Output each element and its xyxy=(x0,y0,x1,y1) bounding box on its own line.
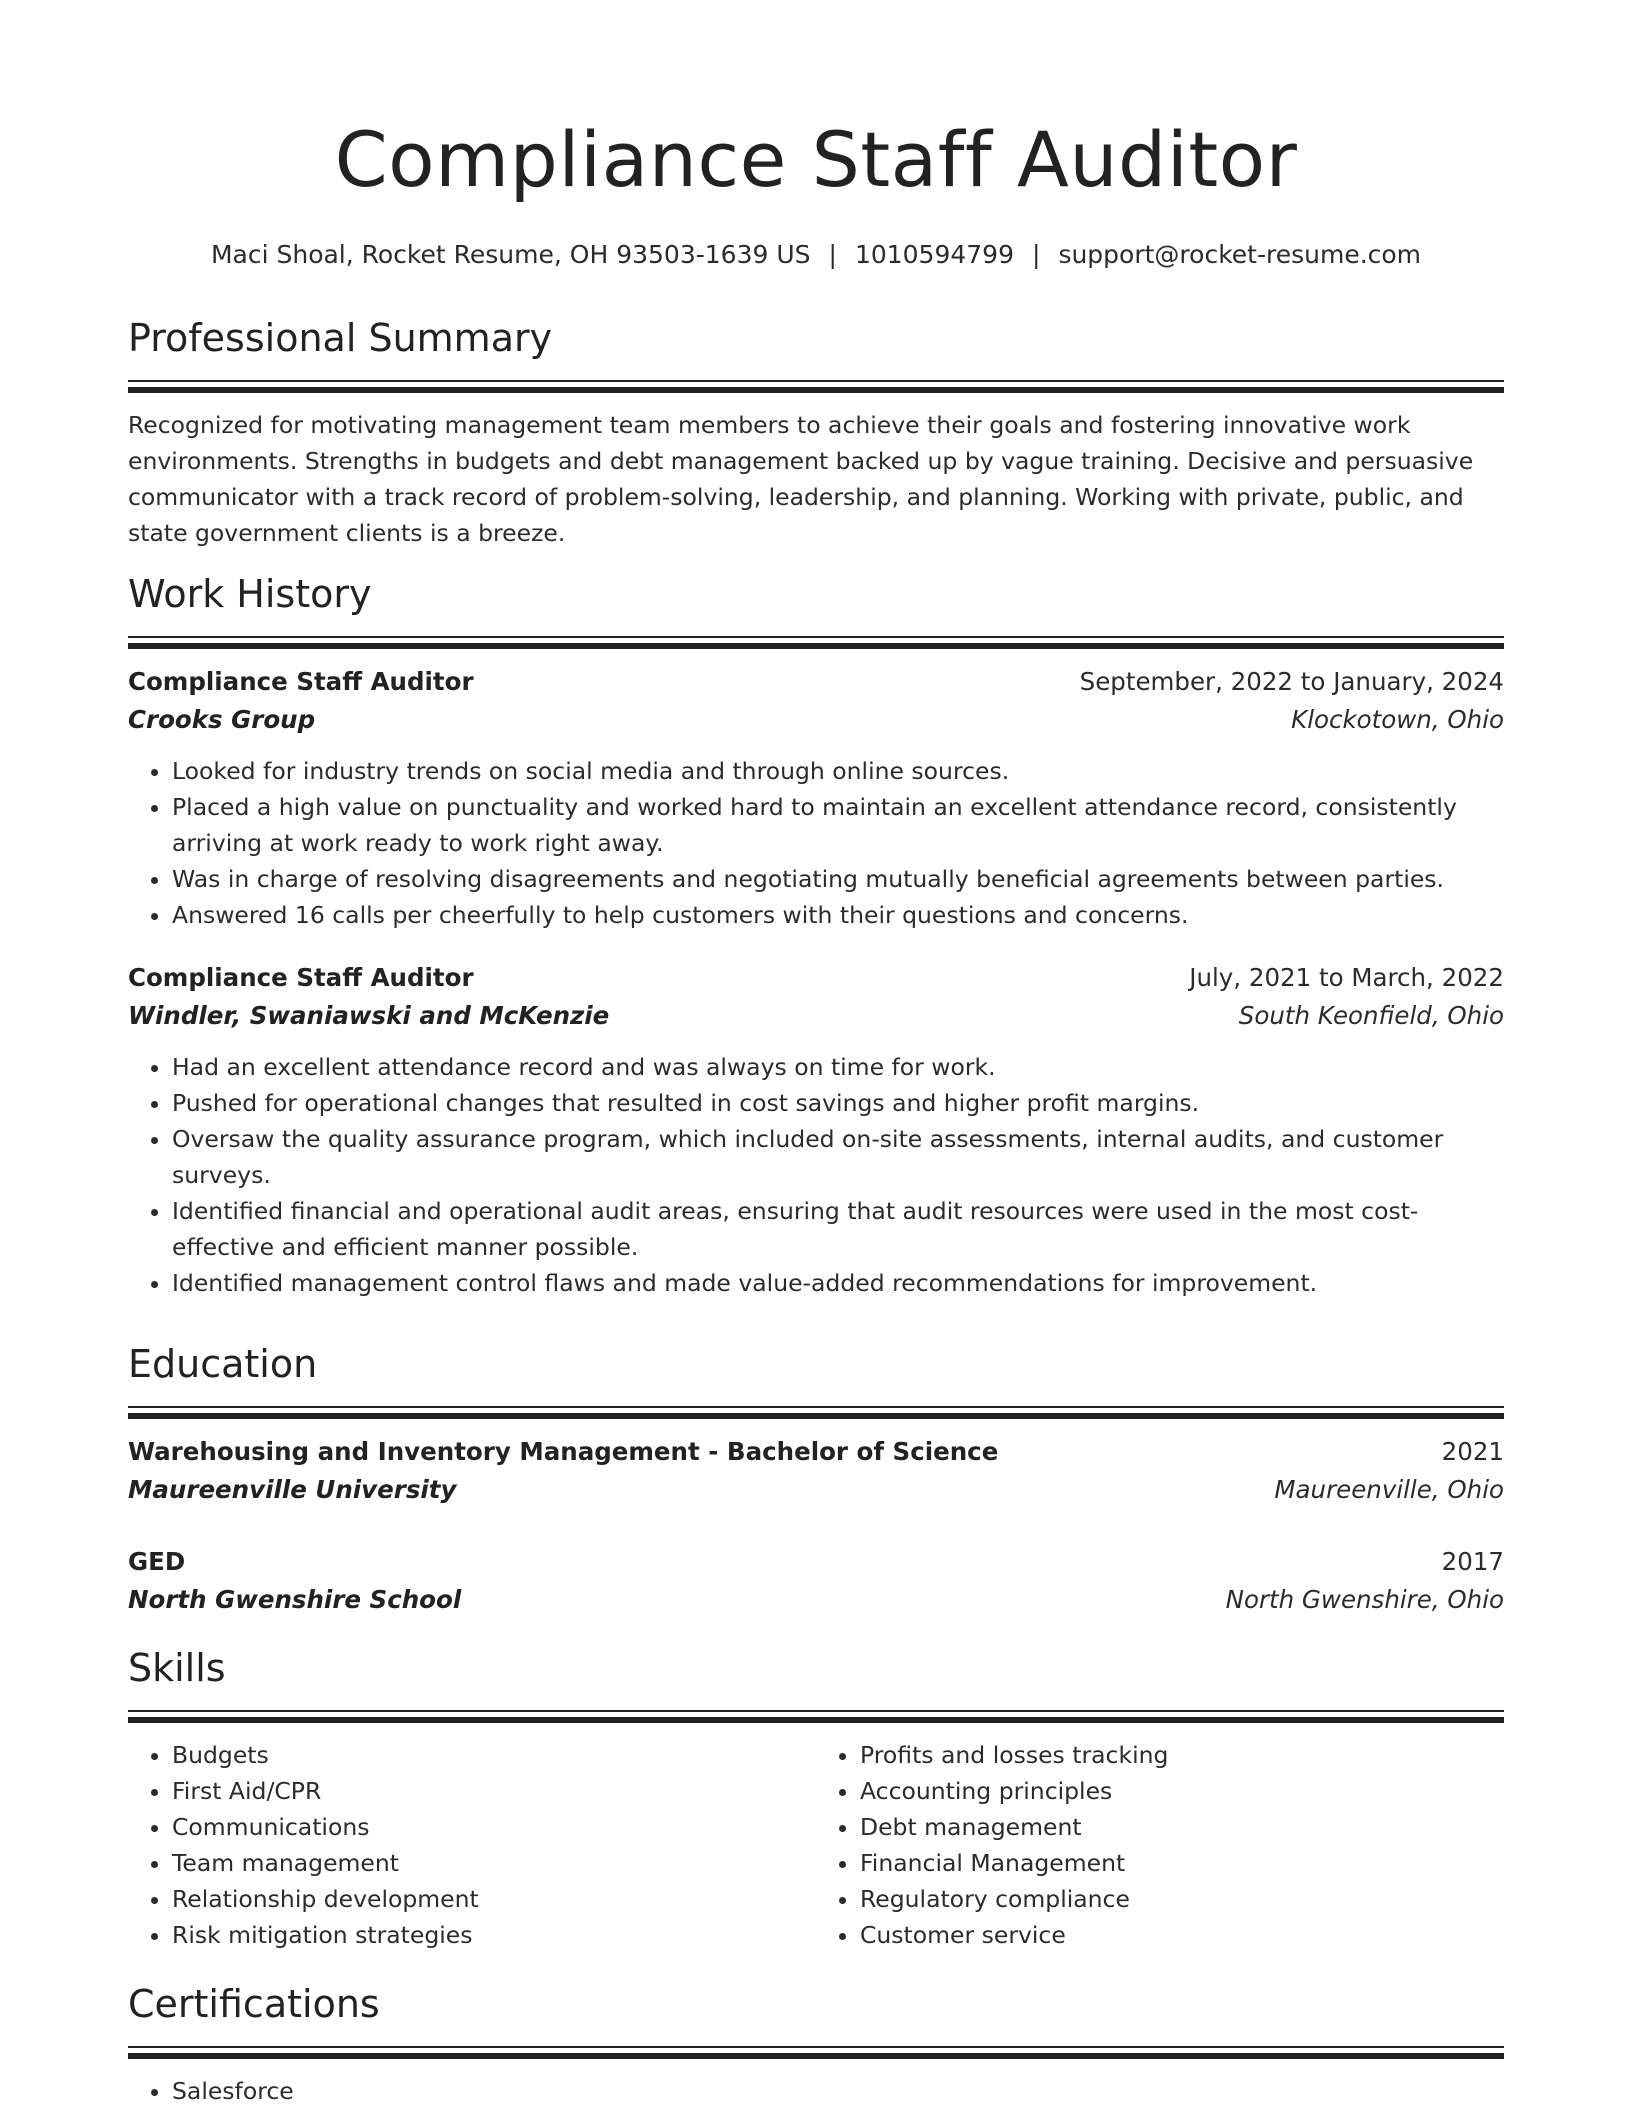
certifications-list xyxy=(128,2073,1504,2109)
school-location: Maureenville, Ohio xyxy=(1274,1474,1504,1504)
section-divider-thick xyxy=(128,643,1504,649)
skills-list-left xyxy=(128,1737,816,1953)
job-dates: September, 2022 to January, 2024 xyxy=(1079,666,1504,696)
section-heading: Skills xyxy=(128,1646,226,1690)
job-company: Crooks Group xyxy=(128,704,316,734)
list-item: • Placed a high value on punctuality and worked hard to maintain an excellent attendance record, consistently arriving at work ready to work right away. xyxy=(172,789,1504,861)
list-item: • First Aid/CPR xyxy=(172,1773,816,1809)
list-item: • Identified management control flaws and made value-added recommendations for improvement. xyxy=(172,1265,1504,1301)
section-divider-thick xyxy=(128,1717,1504,1723)
section-divider xyxy=(128,1710,1504,1712)
list-item: • Accounting principles xyxy=(860,1773,1504,1809)
job-header xyxy=(128,663,1504,701)
degree: GED xyxy=(128,1546,186,1576)
job-bullets xyxy=(128,753,1504,933)
education-header xyxy=(128,1543,1504,1581)
list-item: • Relationship development xyxy=(172,1881,816,1917)
list-item: • Communications xyxy=(172,1809,816,1845)
contact-address: Maci Shoal, Rocket Resume, OH 93503-1639 US xyxy=(210,240,811,269)
section-heading: Work History xyxy=(128,572,372,616)
job-company: Windler, Swaniawski and McKenzie xyxy=(128,1000,610,1030)
job-bullets xyxy=(128,1049,1504,1301)
skills-section xyxy=(128,1646,1504,1953)
list-item: • Had an excellent attendance record and was always on time for work. xyxy=(172,1049,1504,1085)
job-entry xyxy=(128,663,1504,933)
skills-list-right xyxy=(816,1737,1504,1953)
section-divider-thick xyxy=(128,387,1504,393)
section-divider xyxy=(128,636,1504,638)
school-location: North Gwenshire, Ohio xyxy=(1225,1584,1504,1614)
job-subheader xyxy=(128,701,1504,739)
education-entry xyxy=(128,1433,1504,1509)
school-name: Maureenville University xyxy=(128,1474,457,1504)
list-item: • Financial Management xyxy=(860,1845,1504,1881)
education-subheader xyxy=(128,1471,1504,1509)
job-location: South Keonfield, Ohio xyxy=(1238,1000,1504,1030)
job-subheader xyxy=(128,997,1504,1035)
list-item: • Team management xyxy=(172,1845,816,1881)
summary-text: Recognized for motivating management team members to achieve their goals and fostering innovative work environments. Strengths in budgets and debt management backed up by vague training. Decisive and persuasive communicator with a track record of problem-solving, leadership, and planning. Working with private, public, and state government clients is a breeze. xyxy=(128,410,1474,547)
list-item: • Risk mitigation strategies xyxy=(172,1917,816,1953)
education-subheader xyxy=(128,1581,1504,1619)
skills-columns xyxy=(128,1737,1504,1953)
section-heading: Certifications xyxy=(128,1982,380,2026)
section-divider-thick xyxy=(128,2053,1504,2059)
contact-phone: 1010594799 xyxy=(854,240,1014,269)
job-title: Compliance Staff Auditor xyxy=(128,962,474,992)
list-item: • Identified financial and operational audit areas, ensuring that audit resources were used in the most cost-effective and efficient manner possible. xyxy=(172,1193,1504,1265)
job-title: Compliance Staff Auditor xyxy=(128,666,474,696)
list-item: • Oversaw the quality assurance program, which included on-site assessments, internal audits, and customer surveys. xyxy=(172,1121,1504,1193)
graduation-year: 2021 xyxy=(1441,1436,1504,1466)
section-heading: Professional Summary xyxy=(128,316,553,360)
section-heading: Education xyxy=(128,1342,318,1386)
list-item: • Looked for industry trends on social media and through online sources. xyxy=(172,753,1504,789)
list-item: • Answered 16 calls per cheerfully to help customers with their questions and concerns. xyxy=(172,897,1504,933)
section-divider xyxy=(128,1406,1504,1408)
list-item: • Profits and losses tracking xyxy=(860,1737,1504,1773)
list-item: • Debt management xyxy=(860,1809,1504,1845)
list-item: • Regulatory compliance xyxy=(860,1881,1504,1917)
list-item: • Salesforce xyxy=(172,2073,1504,2109)
education-section xyxy=(128,1342,1504,1619)
list-item: • Pushed for operational changes that resulted in cost savings and higher profit margins. xyxy=(172,1085,1504,1121)
contact-line xyxy=(128,240,1504,269)
list-item: • Was in charge of resolving disagreements and negotiating mutually beneficial agreements between parties. xyxy=(172,861,1504,897)
education-header xyxy=(128,1433,1504,1471)
degree: Warehousing and Inventory Management - Bachelor of Science xyxy=(128,1436,999,1466)
section-divider-thick xyxy=(128,1413,1504,1419)
section-divider xyxy=(128,2046,1504,2048)
job-dates: July, 2021 to March, 2022 xyxy=(1189,962,1504,992)
contact-email[interactable]: support@rocket-resume.com xyxy=(1058,240,1422,269)
job-header xyxy=(128,959,1504,997)
education-entry xyxy=(128,1543,1504,1619)
work-history-section xyxy=(128,572,1504,1301)
list-item: • Customer service xyxy=(860,1917,1504,1953)
graduation-year: 2017 xyxy=(1441,1546,1504,1576)
contact-separator: | xyxy=(828,240,837,269)
resume-title: Compliance Staff Auditor xyxy=(334,115,1298,204)
list-item: • Budgets xyxy=(172,1737,816,1773)
section-divider xyxy=(128,380,1504,382)
contact-separator: | xyxy=(1032,240,1041,269)
school-name: North Gwenshire School xyxy=(128,1584,462,1614)
summary-section xyxy=(128,316,1504,551)
job-entry xyxy=(128,959,1504,1301)
certifications-section xyxy=(128,1982,1504,2109)
job-location: Klockotown, Ohio xyxy=(1291,704,1504,734)
